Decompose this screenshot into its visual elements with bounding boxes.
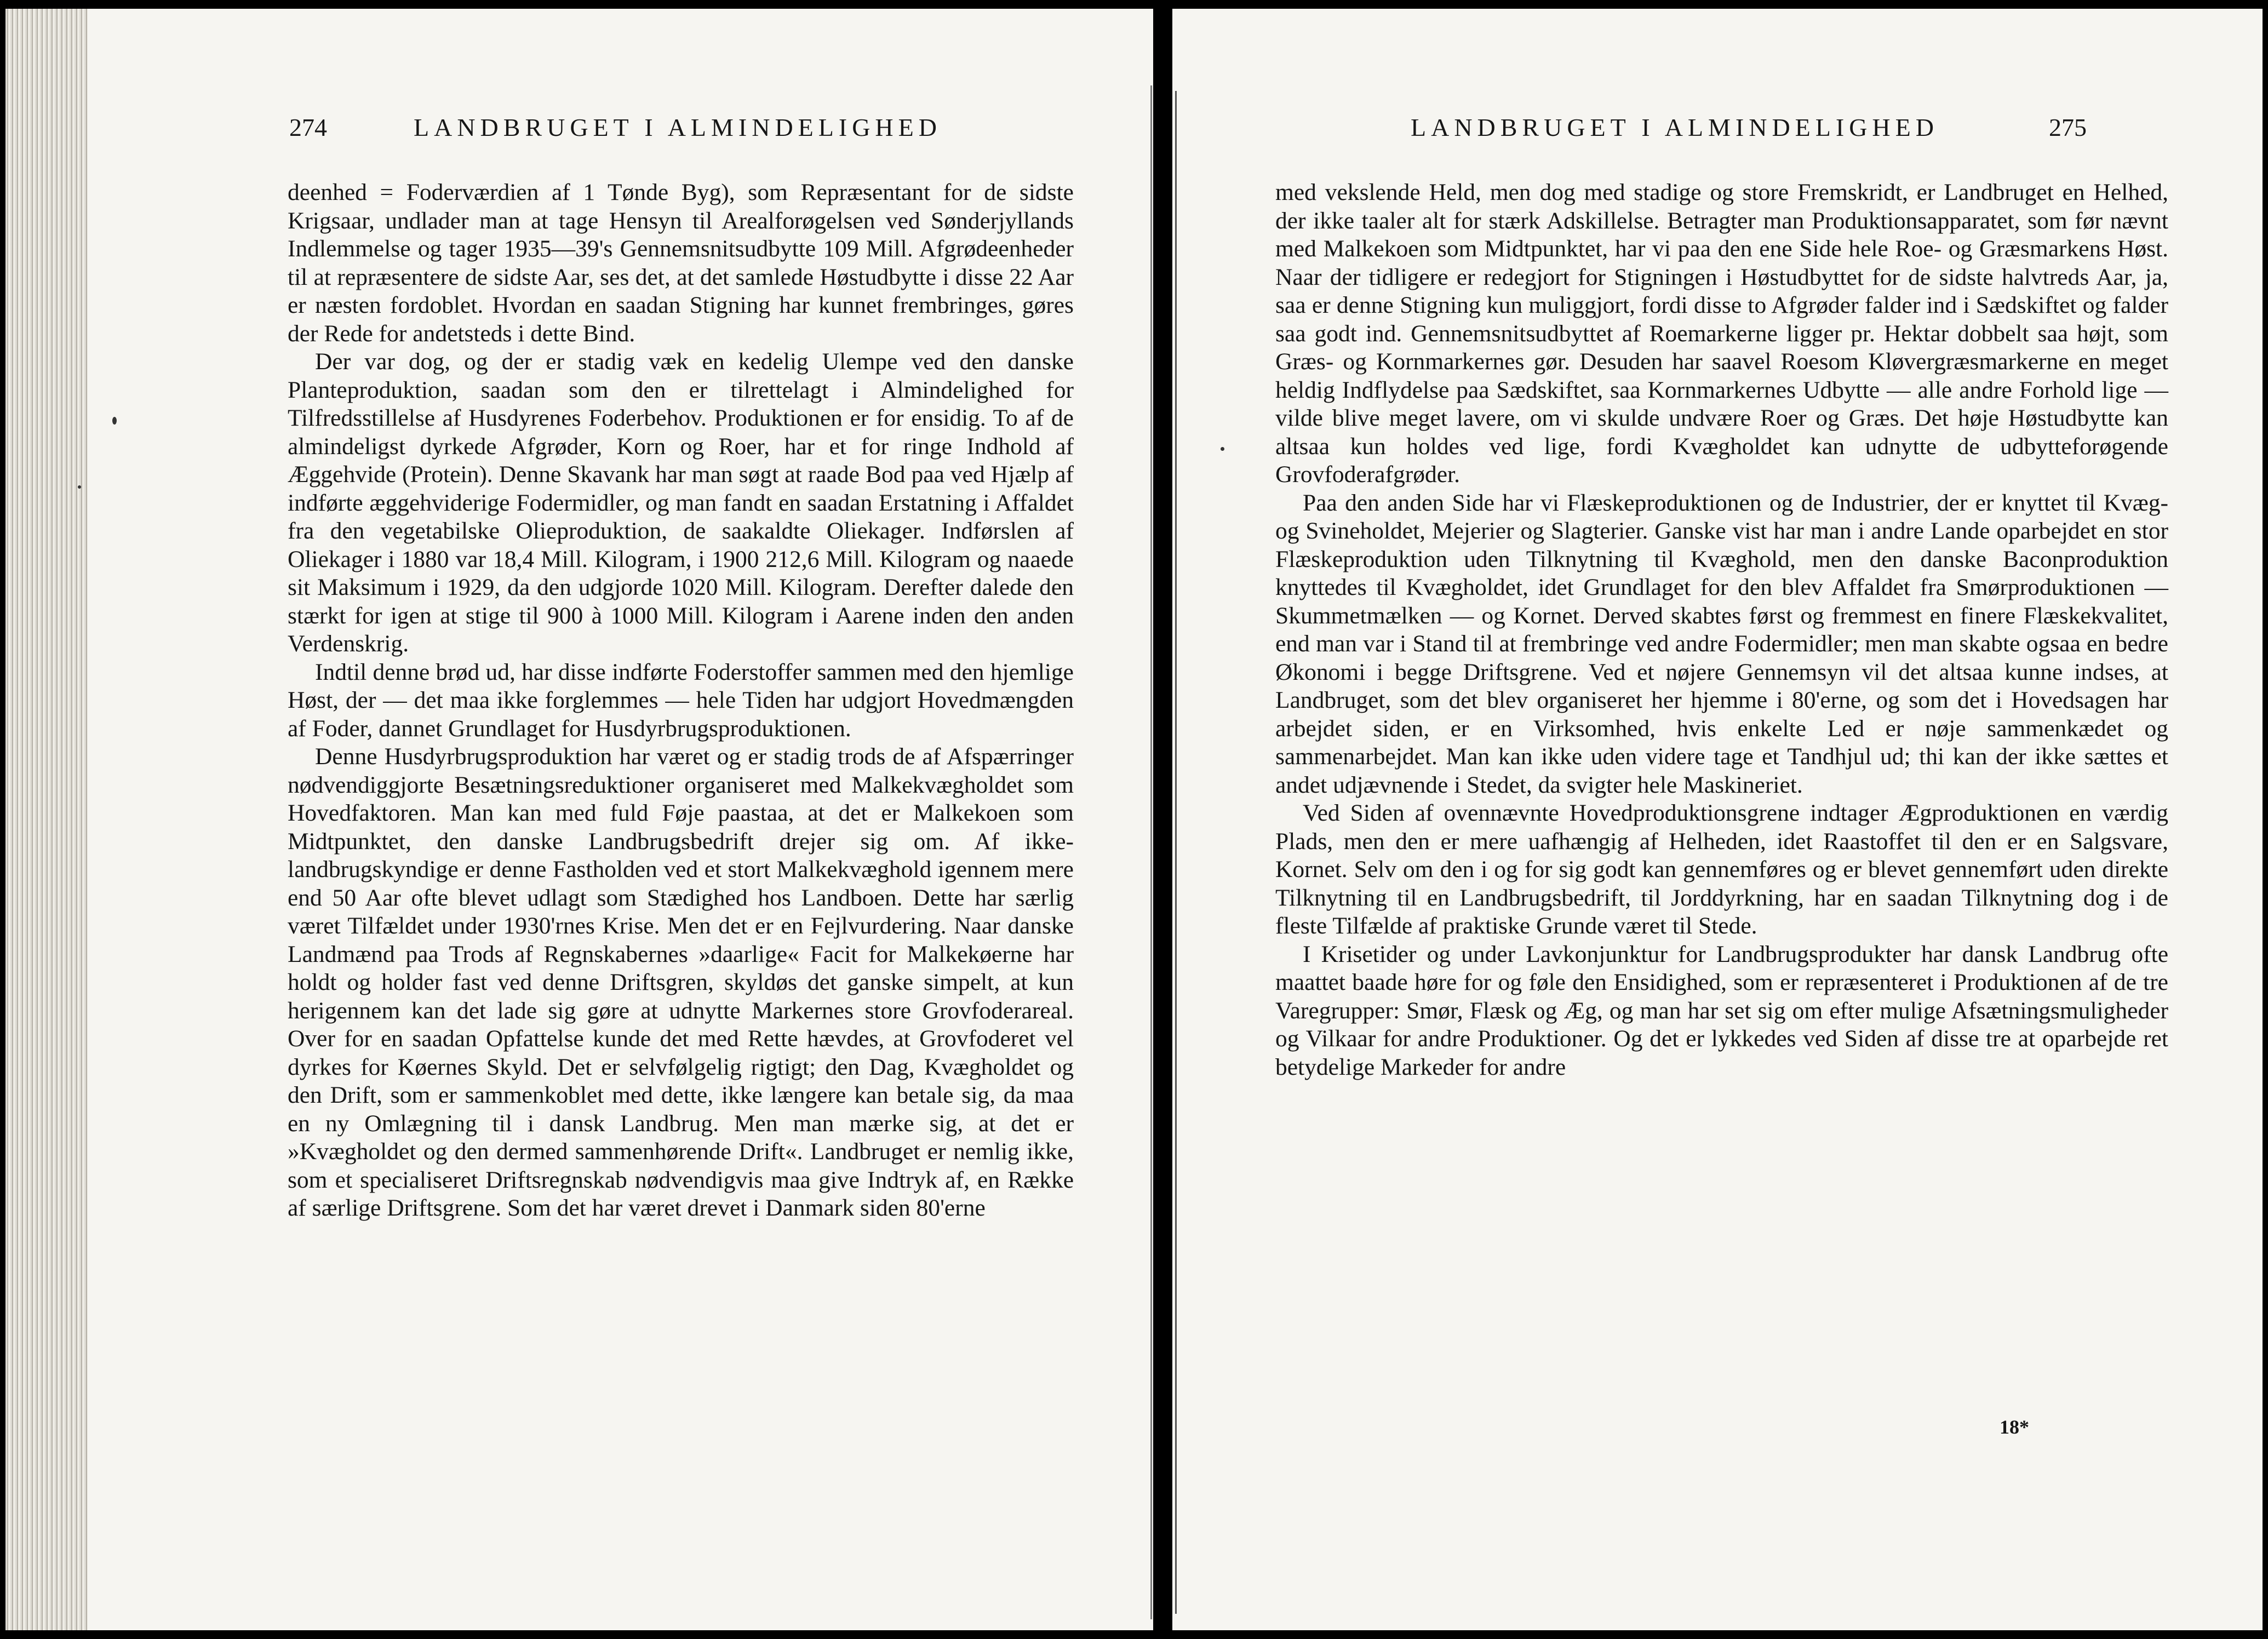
- print-speck: [1221, 447, 1224, 451]
- paragraph: Ved Siden af ovennævnte Hovedproduktionsgrene indtager Ægproduktionen en værdig Plads, men den er mere uafhængig af Helheden, idet Raastoffet til den er en Salgsvare, Kornet. Selv om den i og for sig godt kan gennemføres og er blevet gennemført uden direkte Tilknytning til en Landbrugsbedrift, til Jorddyrkning, har en saadan Tilknytning dog i de fleste Tilfælde af praktiske Grunde været til Stede.: [1275, 800, 2168, 939]
- right-page-number: 275: [2049, 113, 2087, 141]
- paragraph: deenhed = Foderværdien af 1 Tønde Byg), som Repræsentant for de sidste Krigsaar, undlader man at tage Hensyn til Arealforøgelsen ved Sønderjyllands Indlemmelse og tager 1935—39's Gennemsnitsudbytte 109 Mill. Afgrødeenheder til at repræsentere de sidste Aar, ses det, at det samlede Høstudbytte i disse 22 Aar er næsten fordoblet. Hvordan en saadan Stigning har kunnet frembringes, gøres der Rede for andetsteds i dette Bind.: [288, 179, 1074, 347]
- paragraph: Indtil denne brød ud, har disse indførte Foderstoffer sammen med den hjemlige Høst, der — det maa ikke forglemmes — hele Tiden har udgjort Hovedmængden af Foder, dannet Grundlaget for Husdyrbrugsproduktionen.: [288, 658, 1074, 742]
- right-page: [1172, 9, 2263, 1630]
- paragraph: med vekslende Held, men dog med stadige og store Fremskridt, er Landbruget en Helhed, der ikke taaler alt for stærk Adskillelse. Betragter man Produktionsapparatet, som før nævnt med Malkekoen som Midtpunktet, har vi paa den ene Side hele Roe- og Græsmarkens Høst. Naar der tidligere er redegjort for Stigningen i Høstudbyttet for de sidste halvtreds Aar, ja, saa er denne Stigning kun muliggjort, fordi disse to Afgrøder falder ind i Sædskiftet og falder saa godt ind. Gennemsnitsudbyttet af Roemarkerne ligger pr. Hektar dobbelt saa højt, som Græs- og Kornmarkernes gør. Desuden har saavel Roesom Kløvergræsmarkerne en meget heldig Indflydelse paa Sædskiftet, saa Kornmarkernes Udbytte — alle andre Forhold lige — vilde blive meget lavere, om vi skulde undvære Roer og Græs. Det høje Høstudbytte kan altsaa kun holdes ved lige, fordi Kvægholdet kan udnytte de udbytteforøgende Grovfoderafgrøder.: [1275, 179, 2168, 488]
- left-page: [5, 9, 1153, 1630]
- paragraph: I Krisetider og under Lavkonjunktur for Landbrugsprodukter har dansk Landbrug ofte maattet baade høre for og føle den Ensidighed, som er repræsenteret i Produktionen af de tre Varegrupper: Smør, Flæsk og Æg, og man har set sig om efter mulige Afsætningsmuligheder og Vilkaar for andre Produktioner. Og det er lykkedes ved Siden af disse tre at oparbejde ret betydelige Markeder for andre: [1275, 941, 2168, 1080]
- paragraph: Paa den anden Side har vi Flæskeproduktionen og de Industrier, der er knyttet til Kvæg- og Svineholdet, Mejerier og Slagterier. Ganske vist har man i andre Lande oparbejdet en stor Flæskeproduktion uden Tilknytning til Kvæghold, men den danske Baconproduktion knyttedes til Kvægholdet, idet Grundlaget for den blev Affaldet fra Smørproduktionen — Skummetmælken — og Kornet. Derved skabtes først og fremmest en finere Flæskekvalitet, end man var i Stand til at frembringe ved andre Fodermidler; men man skabte ogsaa en bedre Økonomi i begge Driftsgrene. Ved et nøjere Gennemsyn vil det altsaa kunne indses, at Landbruget, som det blev organiseret her hjemme i 80'erne, og som det i Hovedsagen har arbejdet siden, er en Virksomhed, hvis enkelte Led er nøje sammenkædet og sammenarbejdet. Man kan ikke uden videre tage et Tandhjul ud; thi kan der ikke sættes et andet udjævnende i Stedet, da svigter hele Maskineriet.: [1275, 489, 2168, 798]
- right-body-text: [1275, 179, 2168, 1081]
- signature-mark: 18*: [2000, 1416, 2029, 1438]
- print-speck: [112, 417, 117, 425]
- right-running-head: LANDBRUGET I ALMINDELIGHED: [1411, 113, 1939, 141]
- paragraph: Der var dog, og der er stadig væk en kedelig Ulempe ved den danske Planteproduktion, saadan som den er tilrettelagt i Almindelighed for Tilfredsstillelse af Husdyrenes Foderbehov. Produktionen er for ensidig. To af de almindeligst dyrkede Afgrøder, Korn og Roer, har et for ringe Indhold af Æggehvide (Protein). Denne Skavank har man søgt at raade Bod paa ved Hjælp af indførte æggehviderige Fodermidler, og man fandt en saadan Erstatning i Affaldet fra den vegetabilske Olieproduktion, de saakaldte Oliekager. Indførslen af Oliekager i 1880 var 18,4 Mill. Kilogram, i 1900 212,6 Mill. Kilogram og naaede sit Maksimum i 1929, da den udgjorde 1020 Mill. Kilogram. Derefter dalede den stærkt for igen at stige til 900 à 1000 Mill. Kilogram i Aarene inden den anden Verdenskrig.: [288, 348, 1074, 657]
- left-running-head: LANDBRUGET I ALMINDELIGHED: [414, 113, 942, 141]
- left-body-text: [288, 179, 1074, 1223]
- page-edges: [5, 9, 88, 1630]
- print-speck: [78, 485, 81, 489]
- gutter-shadow: [1150, 85, 1152, 1619]
- gutter-line: [1175, 91, 1177, 1614]
- paragraph: Denne Husdyrbrugsproduktion har været og er stadig trods de af Afspærringer nødvendiggjorte Besætningsreduktioner organiseret med Malkekvægholdet som Hovedfaktoren. Man kan med fuld Føje paastaa, at det er Malkekoen som Midtpunktet, den danske Landbrugsbedrift drejer sig om. Af ikke-landbrugskyndige er denne Fastholden ved et stort Malkekvæghold igennem mere end 50 Aar ofte blevet udlagt som Stædighed hos Landboen. Dette har særlig været Tilfældet under 1930'rnes Krise. Men det er en Fejlvurdering. Naar danske Landmænd paa Trods af Regnskabernes »daarlige« Facit for Malkekøerne har holdt og holder fast ved denne Driftsgren, skyldøs det ganske simpelt, at kun herigennem kan det lade sig gøre at udnytte Markernes store Grovfoderareal. Over for en saadan Opfattelse kunde det med Rette hævdes, at Grovfoderet vel dyrkes for Køernes Skyld. Det er selvfølgelig rigtigt; den Dag, Kvægholdet og den Drift, som er sammenkoblet med dette, ikke længere kan betale sig, da maa en ny Omlægning til i dansk Landbrug. Men man mærke sig, at det er »Kvægholdet og den dermed sammenhørende Drift«. Landbruget er nemlig ikke, som et specialiseret Driftsregnskab nødvendigvis maa give Indtryk af, en Række af særlige Driftsgrene. Som det har været drevet i Danmark siden 80'erne: [288, 743, 1074, 1221]
- left-page-number: 274: [289, 113, 327, 141]
